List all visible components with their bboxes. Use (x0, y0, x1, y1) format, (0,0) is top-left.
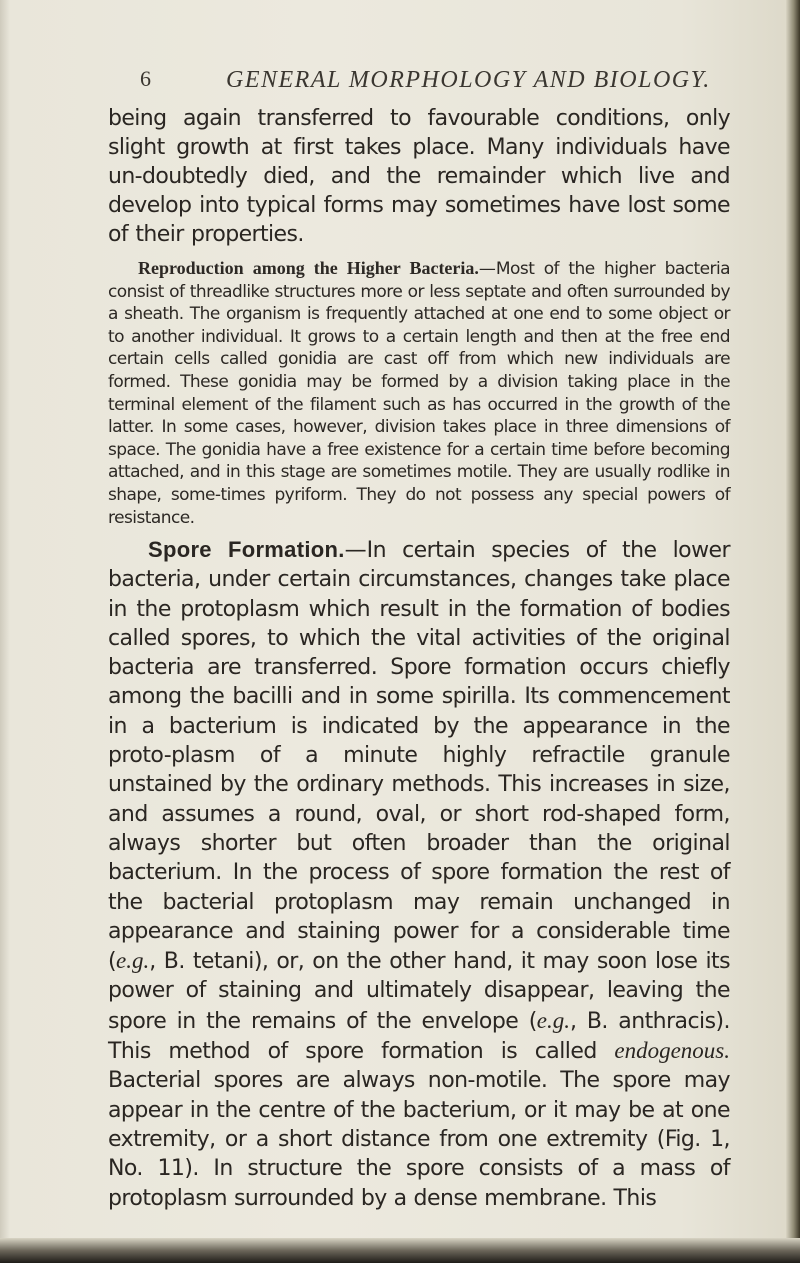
running-title: GENERAL MORPHOLOGY AND BIOLOGY. (226, 67, 711, 93)
paragraph-spore-formation (108, 535, 730, 1213)
spore-text-part-2: , B. tetani), or, on the other hand, it may soon lose its power of staining and ultimately disappear, leaving the spore in the remains of the envelope ( (108, 949, 730, 1034)
page-left-shadow (0, 0, 10, 1263)
page-bottom-edge (0, 1238, 800, 1263)
heading-dash: — (478, 259, 496, 279)
paragraph-intro: being again transferred to favourable conditions, only slight growth at first takes place. Many individuals have un-doubtedly died, and the remainder which live and develop into typical forms may sometimes have lost some of their properties. (108, 106, 730, 247)
italic-eg: e.g. (536, 1007, 570, 1033)
italic-eg: e.g. (116, 948, 150, 974)
page-number: 6 (140, 66, 151, 91)
heading-dash: — (344, 538, 367, 563)
section-heading-spore-formation: Spore Formation. (148, 537, 345, 562)
spore-text-part-4: Bacterial spores are always non-motile. The spore may appear in the centre of the bacterium, or it may be at one extremity, or a short distance from one extremity (Fig. 1, No. 11). In structure the spore consists of a mass of protoplasm surrounded by a dense membrane. This (108, 1068, 730, 1211)
paragraph-reproduction (108, 257, 730, 529)
spore-text-part-1: In certain species of the lower bacteria, under certain circumstances, changes take place in the protoplasm which result in the formation of bodies called spores, to which the vital activities of the original bacteria are transferred. Spore formation occurs chiefly among the bacilli and in some spirilla. Its commencement in a bacterium is indicated by the appearance in the proto-plasm of a minute highly refractile granule unstained by the ordinary methods. This increases in size, and assumes a round, oval, or short rod-shaped form, always shorter but often broader than the original bacterium. In the process of spore formation the rest of the bacterial protoplasm may remain unchanged in appearance and staining power for a considerable time ( (108, 538, 730, 975)
spore-text-part-3: , B. anthracis). This method of spore formation is called (108, 1008, 730, 1065)
reproduction-text: Most of the higher bacteria consist of threadlike structures more or less septate and often surrounded by a sheath. The organism is frequently attached at one end to some object or to another individual. It grows to a certain length and then at the free end certain cells called gonidia are cast off from which new individuals are formed. These gonidia may be formed by a division taking place in the terminal element of the filament such as has occurred in the growth of the latter. In some cases, however, division takes place in three dimensions of space. The gonidia have a free existence for a certain time before becoming attached, and in this stage are sometimes motile. They are usually rodlike in shape, some-times pyriform. They do not possess any special powers of resistance. (108, 259, 730, 528)
book-spine-edge (786, 0, 800, 1263)
section-heading-reproduction: Reproduction among the Higher Bacteria. (138, 258, 479, 278)
page-header (140, 66, 720, 106)
italic-term-endogenous: endogenous. (614, 1038, 730, 1064)
